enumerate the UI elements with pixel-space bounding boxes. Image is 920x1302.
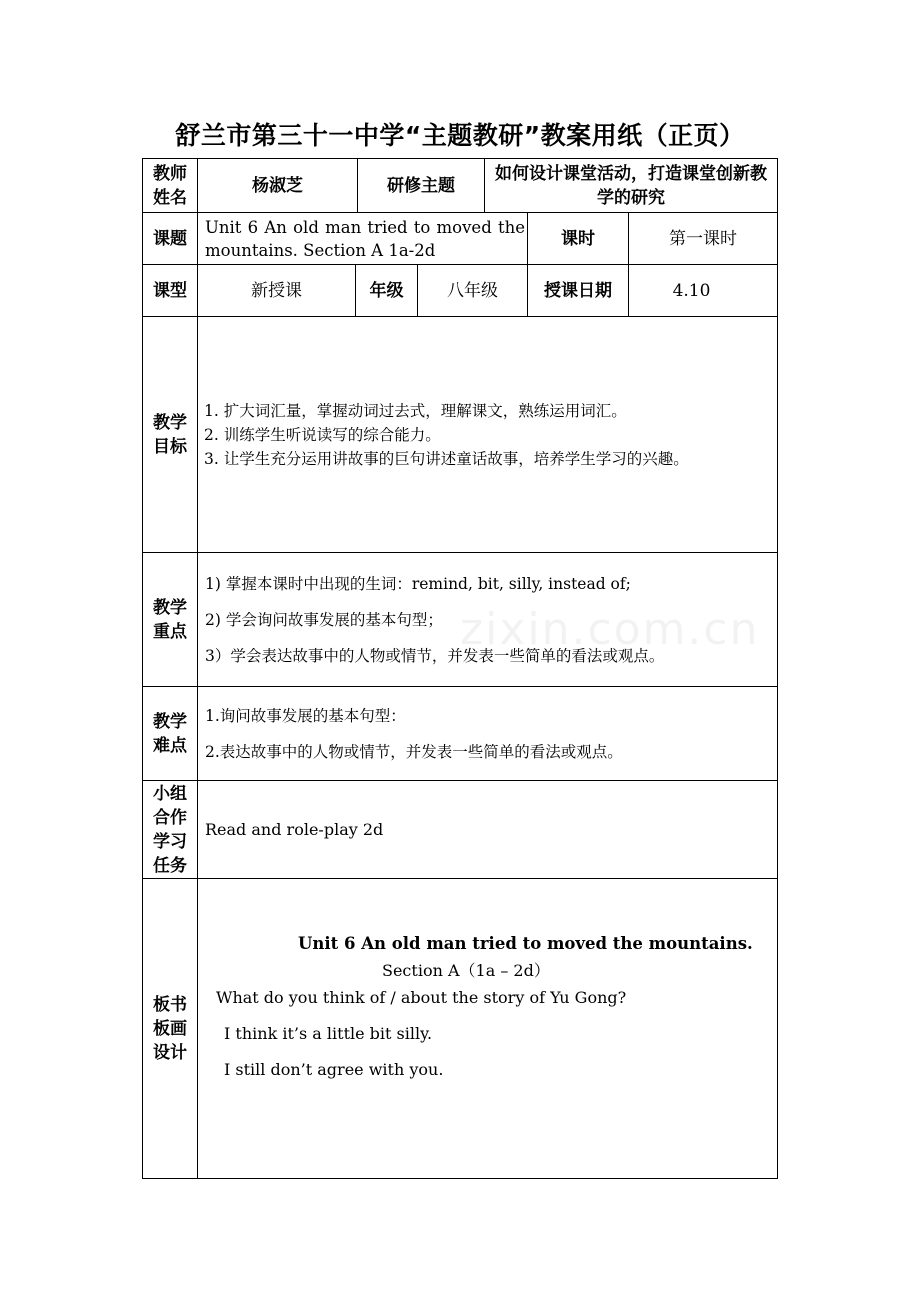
group-value: Read and role-play 2d (205, 819, 384, 839)
grade-label: 年级 (369, 280, 404, 301)
teacher-name: 杨淑芝 (252, 175, 303, 196)
grade-value: 八年级 (447, 280, 498, 301)
goal-item: 1. 扩大词汇量，掌握动词过去式，理解课文，熟练运用词汇。 (204, 401, 627, 420)
board-line: What do you think of / about the story of Yu Gong? (216, 988, 627, 1007)
watermark: zixin.com.cn (460, 604, 760, 655)
period-label: 课时 (561, 228, 595, 249)
board-line: I think it’s a little bit silly. (224, 1024, 433, 1043)
board-heading: Unit 6 An old man tried to moved the mountains. (298, 934, 753, 953)
type-label: 课型 (153, 280, 187, 301)
theme-label: 研修主题 (387, 175, 455, 196)
keypoint-item: 1) 掌握本课时中出现的生词：remind, bit, silly, instead of; (205, 574, 631, 593)
teacher-label: 教师 姓名 (153, 163, 187, 208)
type-value: 新授课 (251, 280, 302, 301)
date-label: 授课日期 (544, 280, 612, 301)
board-subheading: Section A（1a – 2d） (382, 961, 550, 980)
keypoints-label: 教学 重点 (153, 597, 187, 642)
keypoint-item: 2) 学会询问故事发展的基本句型； (205, 610, 443, 629)
period-value: 第一课时 (669, 228, 737, 249)
difficulties-label: 教学 难点 (153, 711, 187, 756)
board-label: 板书 板画 设计 (153, 994, 187, 1063)
date-value: 4.10 (672, 280, 711, 301)
page-title: 舒兰市第三十一中学“主题教研”教案用纸（正页） (175, 121, 745, 150)
goal-item: 2. 训练学生听说读写的综合能力。 (204, 425, 441, 444)
difficulties-list (205, 687, 777, 780)
keypoint-item: 3）学会表达故事中的人物或情节，并发表一些简单的看法或观点。 (205, 646, 665, 665)
topic-value: Unit 6 An old man tried to moved the mountains. Section A 1a-2d (205, 217, 525, 260)
board-line: I still don’t agree with you. (224, 1060, 444, 1079)
topic-label: 课题 (153, 228, 187, 249)
goals-label: 教学 目标 (153, 412, 187, 457)
group-label: 小组 合作 学习 任务 (153, 783, 187, 876)
difficulty-item: 1.询问故事发展的基本句型： (205, 706, 406, 725)
theme-value: 如何设计课堂活动，打造课堂创新教学的研究 (495, 163, 767, 208)
goals-list (204, 317, 776, 552)
goal-item: 3. 让学生充分运用讲故事的巨句讲述童话故事，培养学生学习的兴趣。 (204, 449, 689, 468)
difficulty-item: 2.表达故事中的人物或情节，并发表一些简单的看法或观点。 (205, 742, 623, 761)
